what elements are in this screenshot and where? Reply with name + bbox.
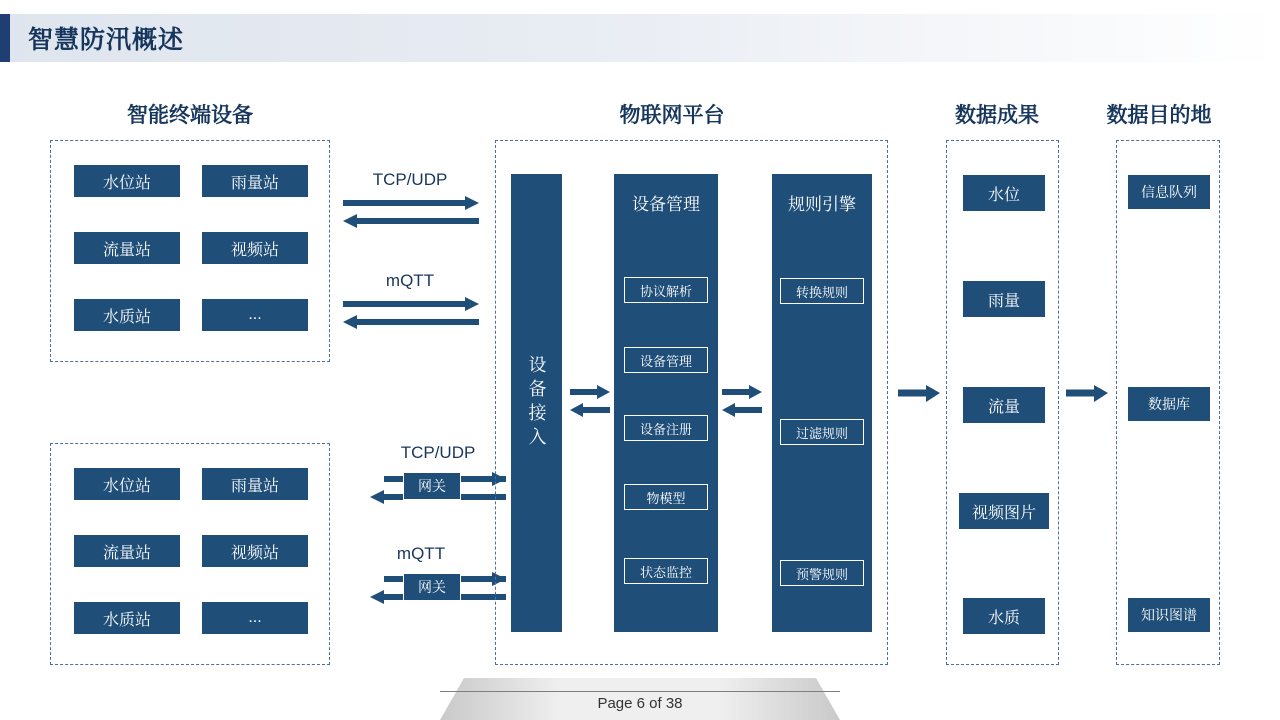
protocol-label-tcp-udp-bottom: TCP/UDP: [400, 443, 476, 462]
page-title: 智慧防汛概述: [28, 26, 185, 54]
data-destination-container: [1116, 140, 1220, 665]
device-box[interactable]: 视频站: [201, 231, 309, 265]
device-box[interactable]: 视频站: [201, 534, 309, 568]
protocol-label-mqtt-bottom: mQTT: [396, 544, 446, 563]
device-mgmt-item[interactable]: 设备注册: [624, 415, 708, 441]
device-access-column[interactable]: 设备接入: [511, 174, 562, 632]
rule-engine-title: 规则引擎: [788, 195, 856, 214]
result-box[interactable]: 水位: [962, 174, 1046, 212]
protocol-label-tcp-udp-top: TCP/UDP: [372, 170, 448, 189]
platform-arrow-devmgmt-rules: [722, 385, 762, 417]
rule-engine-item[interactable]: 预警规则: [780, 560, 864, 586]
device-mgmt-item[interactable]: 状态监控: [624, 558, 708, 584]
result-box[interactable]: 流量: [962, 386, 1046, 424]
bidirectional-arrow-top-1: [343, 196, 479, 228]
result-box[interactable]: 水质: [962, 597, 1046, 635]
device-box[interactable]: 水位站: [73, 164, 181, 198]
arrow-results-to-destination: [1066, 385, 1108, 407]
device-box[interactable]: 水质站: [73, 298, 181, 332]
destination-box[interactable]: 数据库: [1127, 386, 1211, 422]
device-box[interactable]: 流量站: [73, 231, 181, 265]
device-box[interactable]: 流量站: [73, 534, 181, 568]
device-box[interactable]: 雨量站: [201, 164, 309, 198]
device-management-panel: [614, 174, 718, 632]
section-title-platform: 物联网平台: [619, 104, 725, 127]
page-header: [0, 14, 1280, 62]
rule-engine-item[interactable]: 过滤规则: [780, 419, 864, 445]
section-title-results: 数据成果: [955, 104, 1039, 127]
page-number: Page 6 of 38: [597, 695, 683, 712]
device-mgmt-item[interactable]: 设备管理: [624, 347, 708, 373]
protocol-label-mqtt-top: mQTT: [385, 271, 435, 290]
destination-box[interactable]: 信息队列: [1127, 174, 1211, 210]
device-box[interactable]: 水质站: [73, 601, 181, 635]
device-mgmt-item[interactable]: 协议解析: [624, 277, 708, 303]
device-box[interactable]: 雨量站: [201, 467, 309, 501]
bidirectional-arrow-top-2: [343, 297, 479, 329]
platform-arrow-access-devmgmt: [570, 385, 610, 417]
footer-divider: [440, 691, 840, 692]
device-box[interactable]: ...: [201, 298, 309, 332]
gateway-box-1[interactable]: 网关: [403, 472, 461, 500]
section-title-terminals: 智能终端设备: [127, 104, 253, 127]
section-title-destination: 数据目的地: [1106, 104, 1212, 127]
arrow-platform-to-results: [898, 385, 940, 407]
iot-platform-container: [495, 140, 888, 665]
header-accent-bar: [0, 14, 10, 62]
rule-engine-panel: [772, 174, 872, 632]
rule-engine-item[interactable]: 转换规则: [780, 278, 864, 304]
terminal-group-bottom: [50, 443, 330, 665]
destination-box[interactable]: 知识图谱: [1127, 597, 1211, 633]
device-mgmt-item[interactable]: 物模型: [624, 484, 708, 510]
data-results-container: [946, 140, 1059, 665]
device-management-title: 设备管理: [632, 195, 700, 214]
device-box[interactable]: 水位站: [73, 467, 181, 501]
device-box[interactable]: ...: [201, 601, 309, 635]
result-box[interactable]: 雨量: [962, 280, 1046, 318]
gateway-box-2[interactable]: 网关: [403, 573, 461, 601]
terminal-group-top: [50, 140, 330, 362]
result-box[interactable]: 视频图片: [958, 492, 1050, 530]
